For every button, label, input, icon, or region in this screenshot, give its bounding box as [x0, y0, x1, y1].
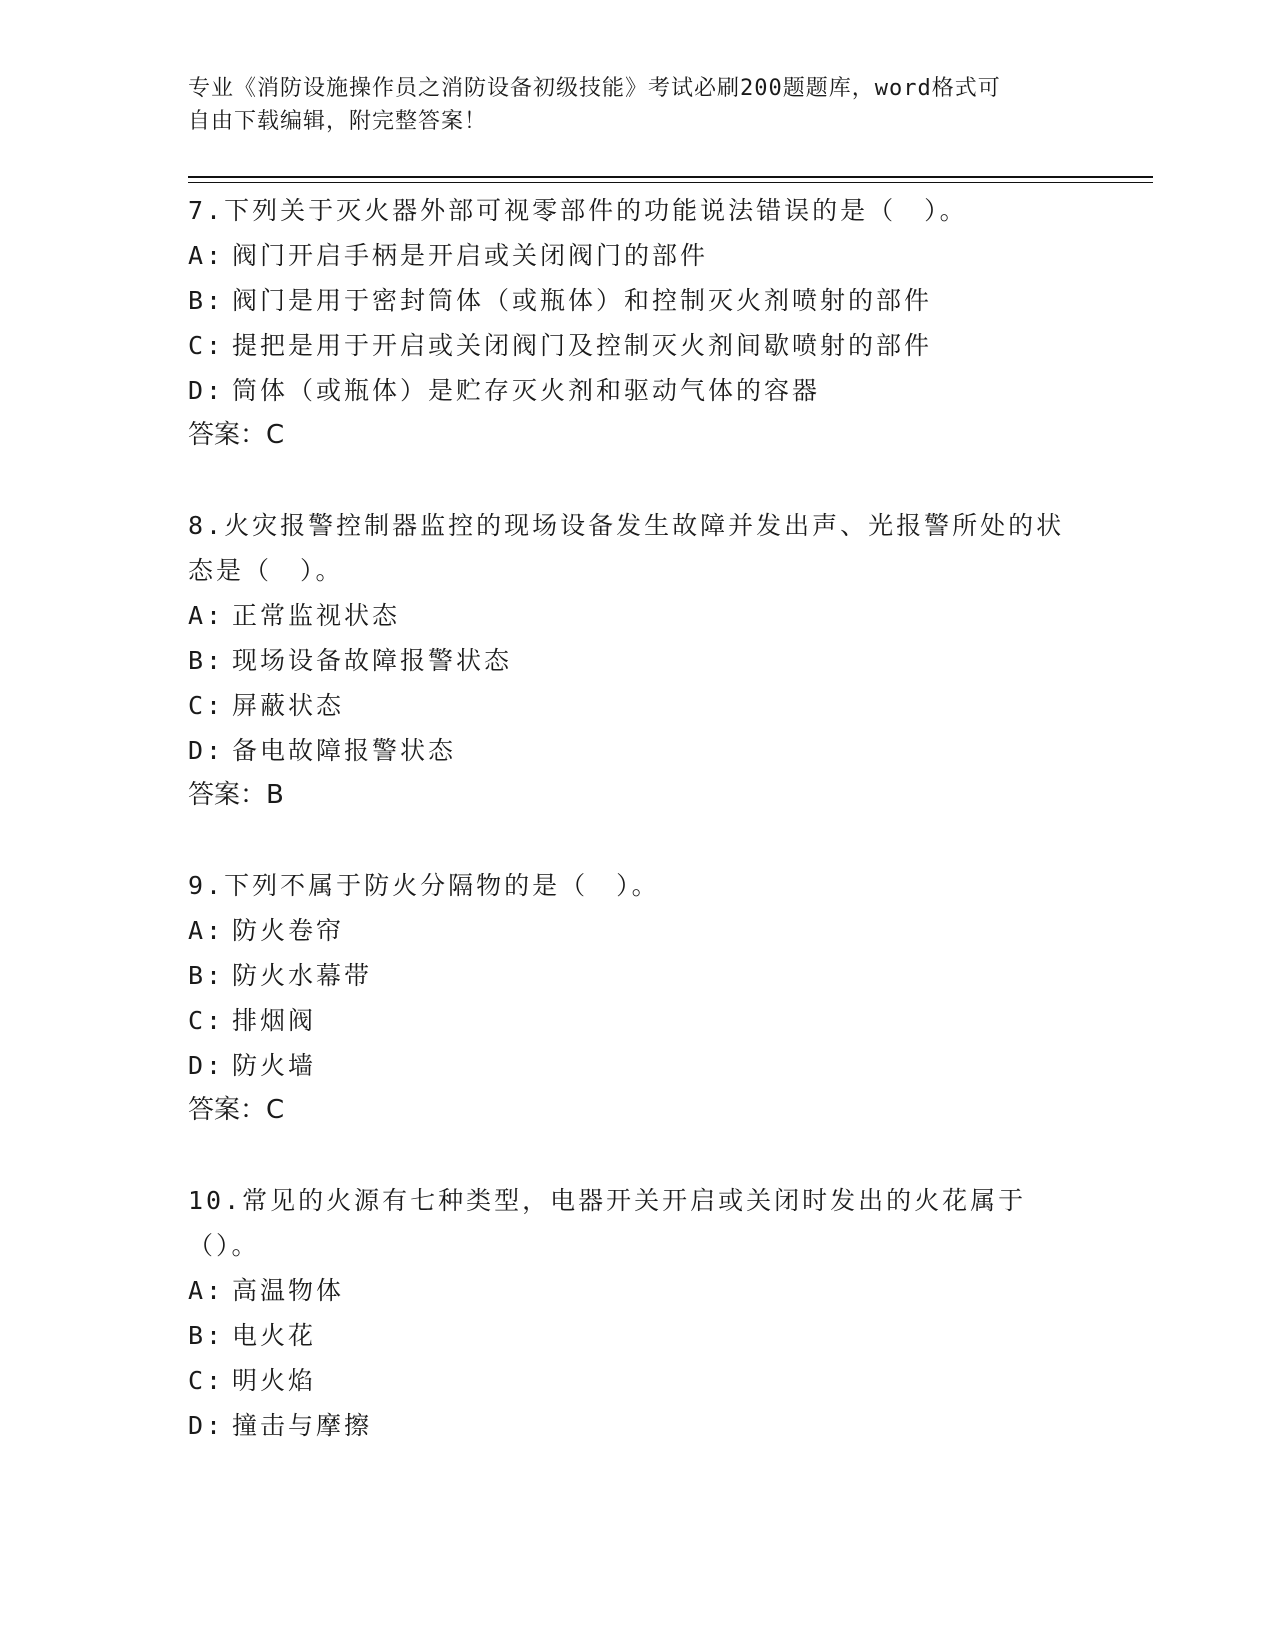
- question-list: [188, 188, 1088, 1448]
- option-text: 阀门开启手柄是开启或关闭阀门的部件: [232, 241, 709, 270]
- option-c: [188, 323, 1088, 368]
- option-letter: A:: [188, 601, 225, 630]
- question-stem: 10.常见的火源有七种类型，电器开关开启或关闭时发出的火花属于（）。: [188, 1186, 1027, 1260]
- option-letter: C:: [188, 1366, 225, 1395]
- option-text: 排烟阀: [232, 1006, 317, 1035]
- option-a: [188, 593, 1088, 638]
- question-stem: 8.火灾报警控制器监控的现场设备发生故障并发出声、光报警所处的状态是（ ）。: [188, 511, 1065, 585]
- question-spacer: [188, 1133, 1088, 1178]
- option-d: [188, 1043, 1088, 1088]
- question-stem: 9.下列不属于防火分隔物的是（ ）。: [188, 871, 660, 900]
- option-text: 阀门是用于密封筒体（或瓶体）和控制灭火剂喷射的部件: [232, 286, 933, 315]
- option-letter: D:: [188, 1411, 225, 1440]
- option-text: 明火焰: [232, 1366, 317, 1395]
- option-d: [188, 368, 1088, 413]
- option-c: [188, 1358, 1088, 1403]
- option-text: 防火墙: [232, 1051, 317, 1080]
- question-7: [188, 188, 1088, 458]
- option-d: [188, 728, 1088, 773]
- option-text: 防火水幕带: [232, 961, 373, 990]
- option-letter: D:: [188, 1051, 225, 1080]
- option-text: 撞击与摩擦: [232, 1411, 373, 1440]
- option-text: 备电故障报警状态: [232, 736, 457, 765]
- option-letter: B:: [188, 961, 225, 990]
- option-a: [188, 1268, 1088, 1313]
- option-d: [188, 1403, 1088, 1448]
- question-spacer: [188, 458, 1088, 503]
- question-9: [188, 863, 1088, 1133]
- question-spacer: [188, 818, 1088, 863]
- option-b: [188, 1313, 1088, 1358]
- option-text: 提把是用于开启或关闭阀门及控制灭火剂间歇喷射的部件: [232, 331, 933, 360]
- option-c: [188, 998, 1088, 1043]
- option-letter: B:: [188, 646, 225, 675]
- option-text: 正常监视状态: [232, 601, 401, 630]
- option-letter: C:: [188, 331, 225, 360]
- option-letter: C:: [188, 1006, 225, 1035]
- option-letter: D:: [188, 376, 225, 405]
- document-header: [188, 72, 1068, 138]
- option-letter: D:: [188, 736, 225, 765]
- option-a: [188, 908, 1088, 953]
- option-letter: A:: [188, 1276, 225, 1305]
- question-stem: 7.下列关于灭火器外部可视零部件的功能说法错误的是（ ）。: [188, 196, 968, 225]
- option-text: 高温物体: [232, 1276, 345, 1305]
- option-b: [188, 278, 1088, 323]
- option-text: 电火花: [232, 1321, 317, 1350]
- option-letter: A:: [188, 241, 225, 270]
- header-line-2: 自由下载编辑，附完整答案！: [188, 109, 488, 134]
- answer-line: 答案：C: [188, 420, 285, 450]
- option-b: [188, 953, 1088, 998]
- option-b: [188, 638, 1088, 683]
- header-divider-thick: [188, 176, 1153, 178]
- option-letter: A:: [188, 916, 225, 945]
- option-text: 筒体（或瓶体）是贮存灭火剂和驱动气体的容器: [232, 376, 821, 405]
- header-divider-thin: [188, 182, 1153, 183]
- option-text: 防火卷帘: [232, 916, 345, 945]
- option-c: [188, 683, 1088, 728]
- answer-line: 答案：C: [188, 1095, 285, 1125]
- option-letter: C:: [188, 691, 225, 720]
- option-text: 现场设备故障报警状态: [232, 646, 513, 675]
- header-line-1: 专业《消防设施操作员之消防设备初级技能》考试必刷200题题库，word格式可: [188, 76, 1001, 101]
- option-letter: B:: [188, 1321, 225, 1350]
- option-a: [188, 233, 1088, 278]
- answer-line: 答案：B: [188, 780, 284, 810]
- question-10: [188, 1178, 1088, 1448]
- option-text: 屏蔽状态: [232, 691, 345, 720]
- question-8: [188, 503, 1088, 818]
- option-letter: B:: [188, 286, 225, 315]
